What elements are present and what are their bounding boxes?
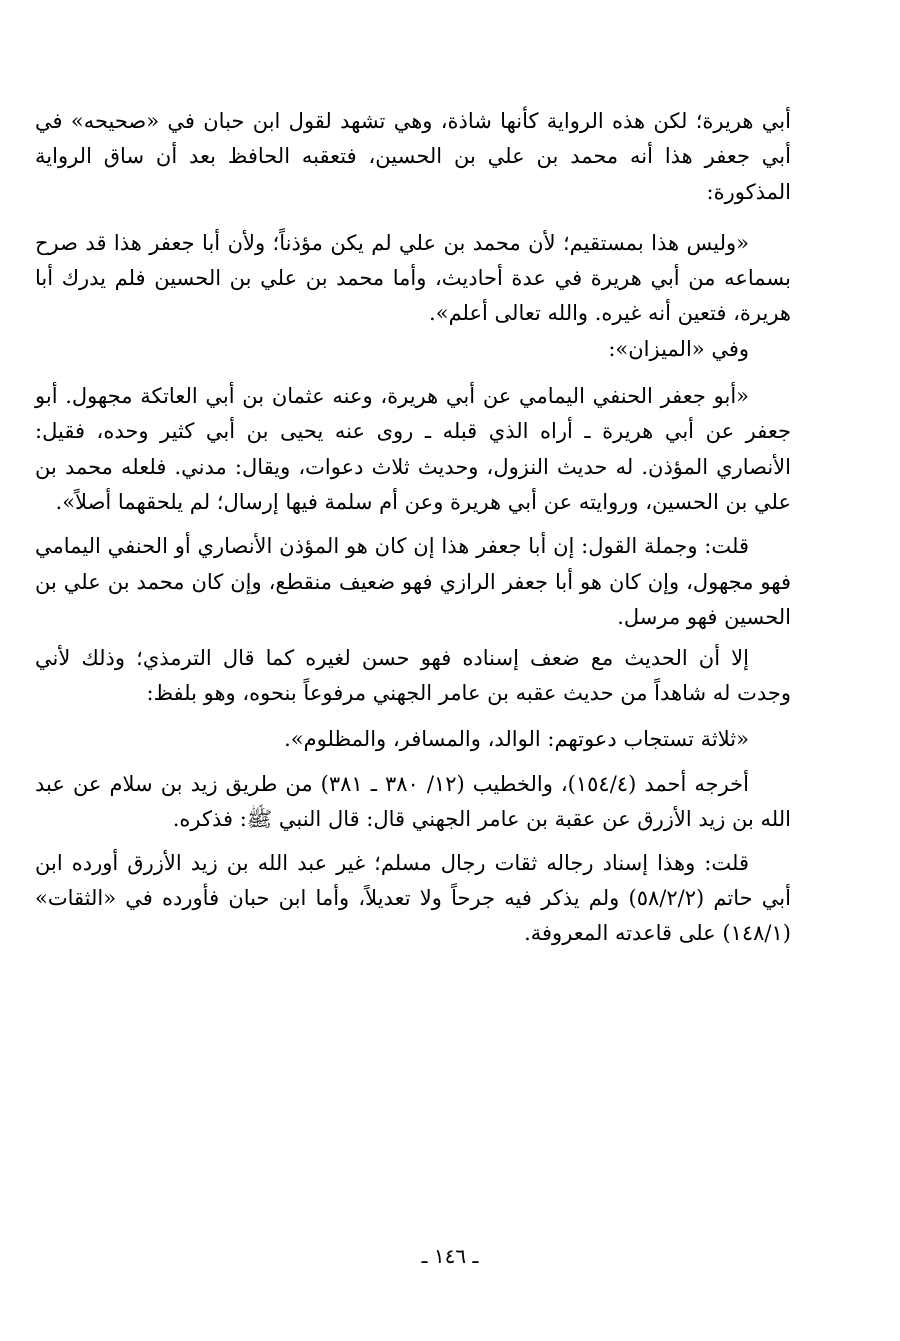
paragraph-hasan: إلا أن الحديث مع ضعف إسناده فهو حسن لغيره كما قال الترمذي؛ وذلك لأني وجدت له شاهداً من حديث عقبه بن عامر الجهني مرفوعاً بنحوه، وهو بلفظ: [35, 646, 791, 706]
paragraph-intro: أبي هريرة؛ لكن هذه الرواية كأنها شاذة، وهي تشهد لقول ابن حبان في «صحيحه» في أبي جعفر هذا أنه محمد بن علي بن الحسين، فتعقبه الحافظ بعد أن ساق الرواية المذكورة: [35, 109, 791, 204]
page-body [35, 104, 791, 952]
quote-mizan: «أبو جعفر الحنفي اليمامي عن أبي هريرة، وعنه عثمان بن أبي العاتكة مجهول. أبو جعفر عن أبي هريرة ـ أراه الذي قبله ـ روى عنه يحيى بن أبي كثير وحده، فقيل: الأنصاري المؤذن. له حديث النزول، وحديث ثلاث دعوات، ويقال: مدني. فلعله محمد بن علي بن الحسين، وروايته عن أبي هريرة وعن أم سلمة فيها إرسال؛ لم يلحقهما أصلاً». [35, 384, 791, 514]
paragraph-summary: قلت: وجملة القول: إن أبا جعفر هذا إن كان هو المؤذن الأنصاري أو الحنفي اليمامي فهو مجهول، وإن كان هو أبا جعفر الرازي فهو ضعيف منقطع، وإن كان محمد بن علي بن الحسين فهو مرسل. [35, 534, 791, 629]
quote-hadith: «ثلاثة تستجاب دعوتهم: الوالد، والمسافر، والمظلوم». [284, 726, 749, 751]
quote-hafiz: «وليس هذا بمستقيم؛ لأن محمد بن علي لم يكن مؤذناً؛ ولأن أبا جعفر هذا قد صرح بسماعه من أبي هريرة في عدة أحاديث، وأما محمد بن علي بن الحسين فلم يدرك أبا هريرة، فتعين أنه غيره. والله تعالى أعلم». [35, 230, 791, 326]
paragraph-isnad: قلت: وهذا إسناد رجاله ثقات رجال مسلم؛ غير عبد الله بن زيد الأزرق أورده ابن أبي حاتم (٥٨/٢/٢) ولم يذكر فيه جرحاً ولا تعديلاً، وأما ابن حبان فأورده في «الثقات» (١٤٨/١) على قاعدته المعروفة. [35, 850, 791, 946]
mizan-heading: وفي «الميزان»: [608, 336, 749, 361]
page-number: ـ ١٤٦ ـ [421, 1244, 479, 1268]
paragraph-takhrij: أخرجه أحمد (١٥٤/٤)، والخطيب (١٢/ ٣٨٠ ـ ٣٨١) من طريق زيد بن سلام عن عبد الله بن زيد الأزرق عن عقبة بن عامر الجهني قال: قال النبي ﷺ: فذكره. [35, 772, 791, 832]
